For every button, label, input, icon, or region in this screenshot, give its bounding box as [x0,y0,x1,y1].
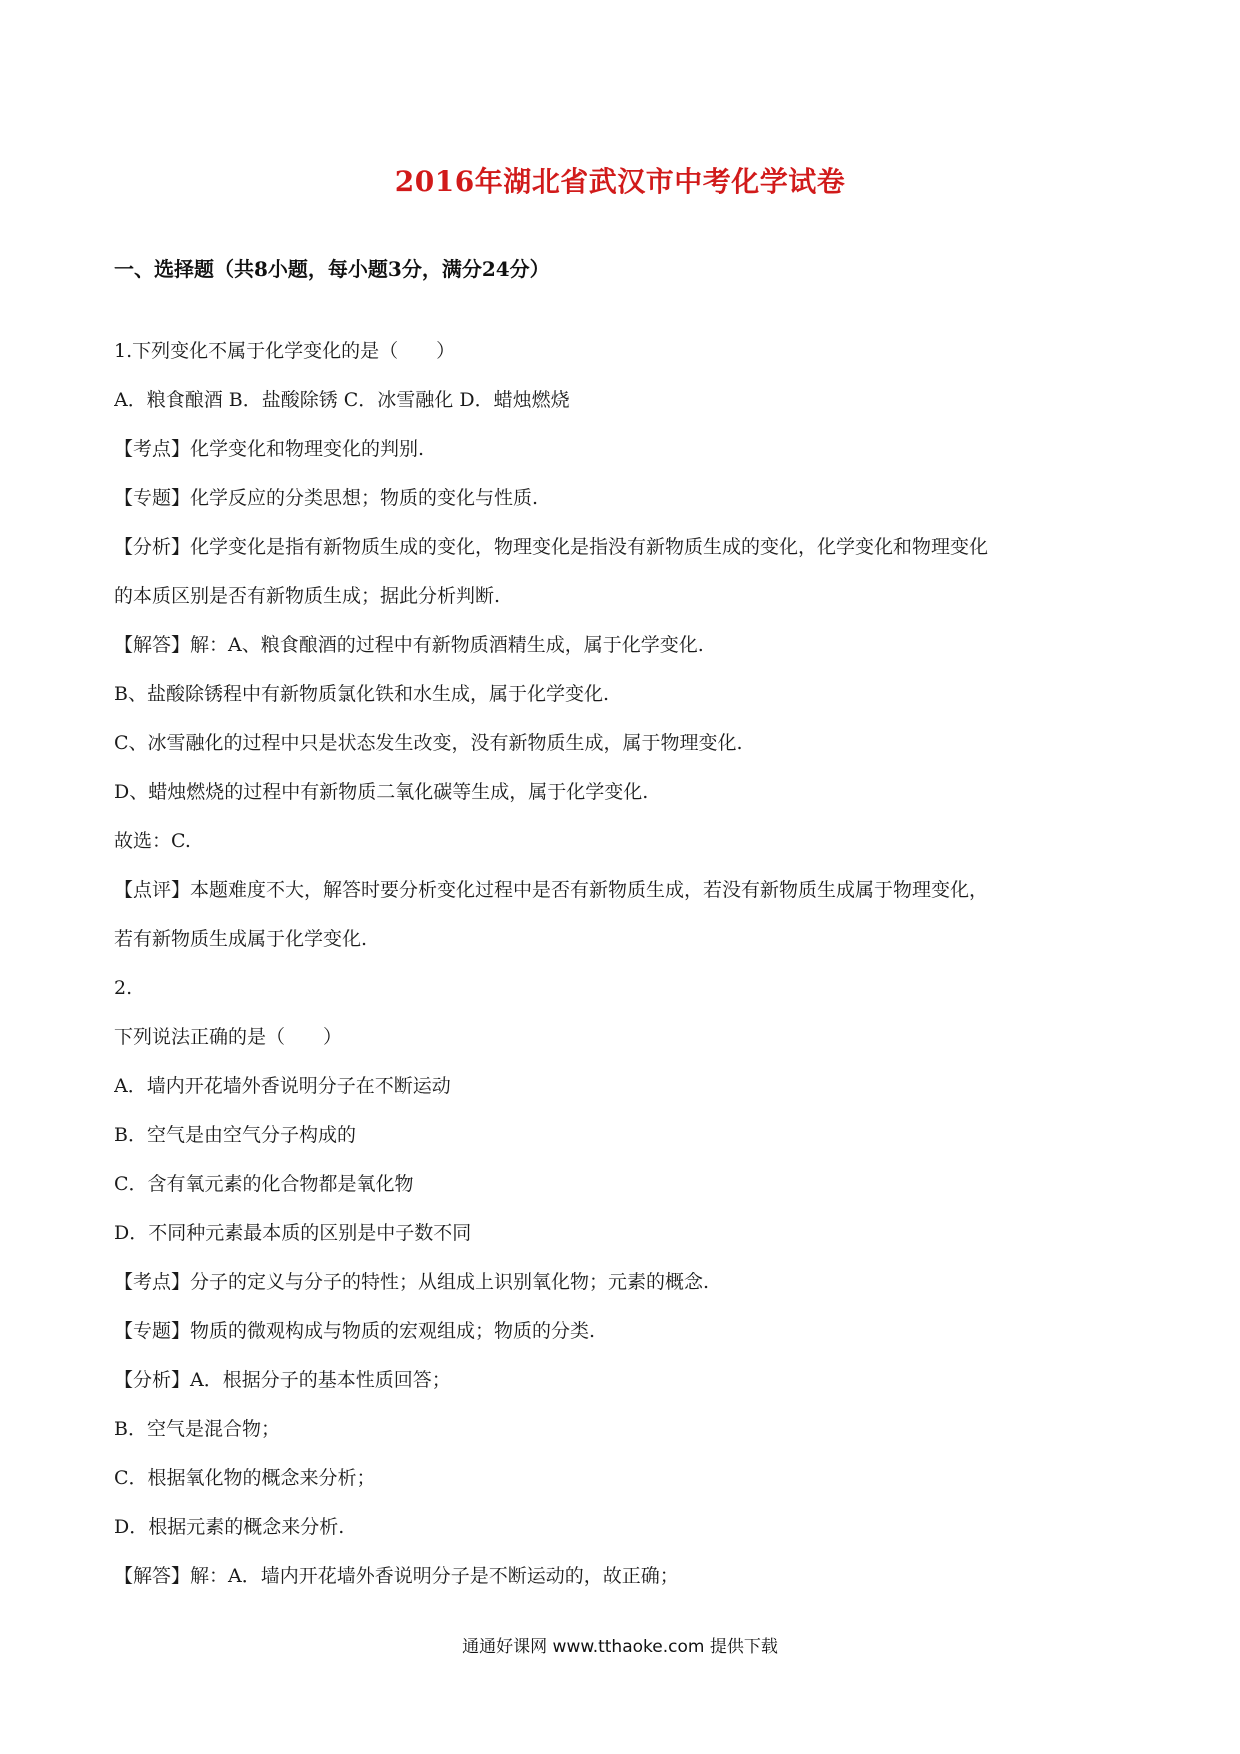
document-body [114,327,1124,1601]
text-line: D．不同种元素最本质的区别是中子数不同 [114,1222,472,1244]
text-line: C、冰雪融化的过程中只是状态发生改变，没有新物质生成，属于物理变化. [114,732,743,754]
text-line: 【分析】A．根据分子的基本性质回答； [114,1369,451,1391]
section-heading: 一、选择题（共8小题，每小题3分，满分24分） [114,257,550,281]
page-footer: 通通好课网 www.tthaoke.com 提供下载 [462,1637,778,1657]
text-line: D、蜡烛燃烧的过程中有新物质二氧化碳等生成，属于化学变化. [114,781,649,803]
text-line: B．空气是混合物； [114,1418,280,1440]
text-line: D．根据元素的概念来分析. [114,1516,345,1538]
text-line: 【分析】化学变化是指有新物质生成的变化，物理变化是指没有新物质生成的变化，化学变化和物理变化 [114,536,989,558]
text-line: B．空气是由空气分子构成的 [114,1124,356,1146]
text-line: 【考点】分子的定义与分子的特性；从组成上识别氧化物；元素的概念. [114,1271,710,1293]
text-line: C．根据氧化物的概念来分析； [114,1467,376,1489]
text-line: 【解答】解：A、粮食酿酒的过程中有新物质酒精生成，属于化学变化. [114,634,704,656]
text-line: 若有新物质生成属于化学变化. [114,928,368,950]
text-line: 【专题】物质的微观构成与物质的宏观组成；物质的分类. [114,1320,596,1342]
text-line: 的本质区别是否有新物质生成；据此分析判断. [114,585,501,607]
text-line: 故选：C. [114,830,191,852]
text-line: B、盐酸除锈程中有新物质氯化铁和水生成，属于化学变化. [114,683,610,705]
text-line: C．含有氧元素的化合物都是氧化物 [114,1173,414,1195]
text-line: 【解答】解：A．墙内开花墙外香说明分子是不断运动的，故正确； [114,1565,679,1587]
text-line: 【专题】化学反应的分类思想；物质的变化与性质. [114,487,539,509]
text-line: A．墙内开花墙外香说明分子在不断运动 [114,1075,451,1097]
text-line: A．粮食酿酒 B．盐酸除锈 C．冰雪融化 D．蜡烛燃烧 [114,389,570,411]
text-line: 2. [114,977,133,999]
text-line: 【考点】化学变化和物理变化的判别. [114,438,425,460]
text-line: 【点评】本题难度不大，解答时要分析变化过程中是否有新物质生成，若没有新物质生成属于物理变化， [114,879,989,901]
text-line: 1.下列变化不属于化学变化的是（ ） [114,340,456,362]
document-title: 2016年湖北省武汉市中考化学试卷 [394,165,846,198]
text-line: 下列说法正确的是（ ） [114,1026,343,1048]
